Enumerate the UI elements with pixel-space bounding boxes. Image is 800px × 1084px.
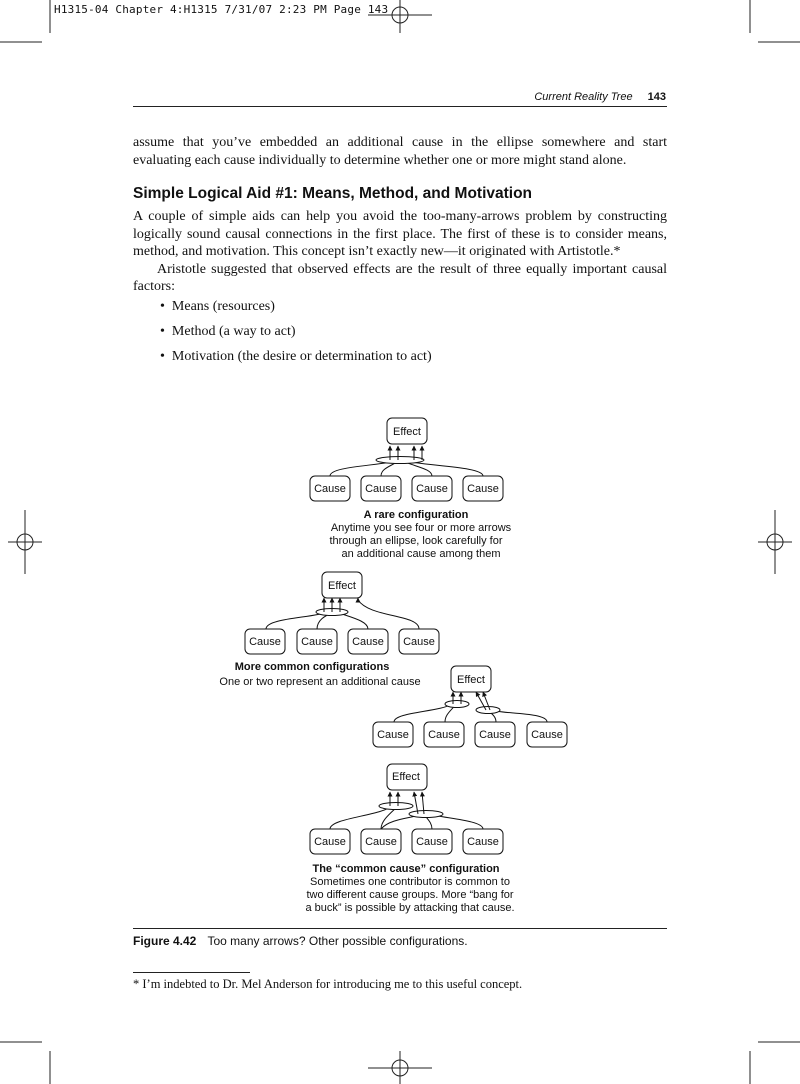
rare-configuration-text: through an ellipse, look carefully for <box>329 535 503 547</box>
figure-caption <box>133 934 468 948</box>
page-number: 143 <box>647 91 666 103</box>
common-cause-title: The “common cause” configuration <box>312 863 500 875</box>
common-cause-text: two different cause groups. More “bang for <box>306 889 514 901</box>
cause-label: Cause <box>416 836 448 848</box>
common-cause-text: Sometimes one contributor is common to <box>310 876 510 888</box>
cause-label: Cause <box>467 836 499 848</box>
print-slug: H1315-04 Chapter 4:H1315 7/31/07 2:23 PM Page 143 <box>54 3 389 16</box>
cause-label: Cause <box>314 836 346 848</box>
footnote: * I’m indebted to Dr. Mel Anderson for introducing me to this useful concept. <box>133 977 523 991</box>
cause-label: Cause <box>479 729 511 741</box>
rare-configuration-text: Anytime you see four or more arrows <box>330 522 512 534</box>
cause-label: Cause <box>531 729 563 741</box>
paragraph: A couple of simple aids can help you avoid the too-many-arrows problem by constructing logically sound causal connections in the first place. The first of these is to consider means, method, and motivation. This concept isn’t exactly new—it originated with Artistotle.* <box>133 209 667 259</box>
cause-label: Cause <box>352 636 384 648</box>
common-configuration-title: More common configurations <box>234 661 390 673</box>
list-item: • Means (resources) <box>160 299 432 324</box>
figure-caption-label: Figure 4.42 <box>133 934 197 948</box>
figure-caption-text: Too many arrows? Other possible configurations. <box>207 934 468 948</box>
cause-label: Cause <box>314 483 346 495</box>
common-cause-text: a buck” is possible by attacking that cause. <box>305 902 515 914</box>
common-configuration-text: One or two represent an additional cause <box>219 676 421 688</box>
cause-label: Cause <box>467 483 499 495</box>
footnote-rule <box>133 972 250 973</box>
paragraph-continuation: assume that you’ve embedded an additional cause in the ellipse somewhere and start evaluating each cause individually to determine whether one or more might stand alone. <box>133 135 667 168</box>
cause-label: Cause <box>377 729 409 741</box>
cause-label: Cause <box>428 729 460 741</box>
cause-label: Cause <box>365 483 397 495</box>
effect-label: Effect <box>457 674 485 686</box>
figure-rule <box>133 928 667 929</box>
cause-label: Cause <box>301 636 333 648</box>
effect-label: Effect <box>328 580 356 592</box>
effect-label: Effect <box>393 426 421 438</box>
list-item: • Motivation (the desire or determination to act) <box>160 349 432 374</box>
effect-label: Effect <box>392 771 420 783</box>
cause-label: Cause <box>249 636 281 648</box>
section-heading: Simple Logical Aid #1: Means, Method, and Motivation <box>133 185 533 202</box>
paragraph: Aristotle suggested that observed effects are the result of three equally important causal factors: <box>133 261 667 294</box>
cause-label: Cause <box>365 836 397 848</box>
list-item: • Method (a way to act) <box>160 324 432 349</box>
rare-configuration-text: an additional cause among them <box>341 548 501 560</box>
cause-label: Cause <box>403 636 435 648</box>
cause-label: Cause <box>416 483 448 495</box>
rare-configuration-title: A rare configuration <box>363 509 469 521</box>
running-head-title: Current Reality Tree <box>534 91 633 103</box>
